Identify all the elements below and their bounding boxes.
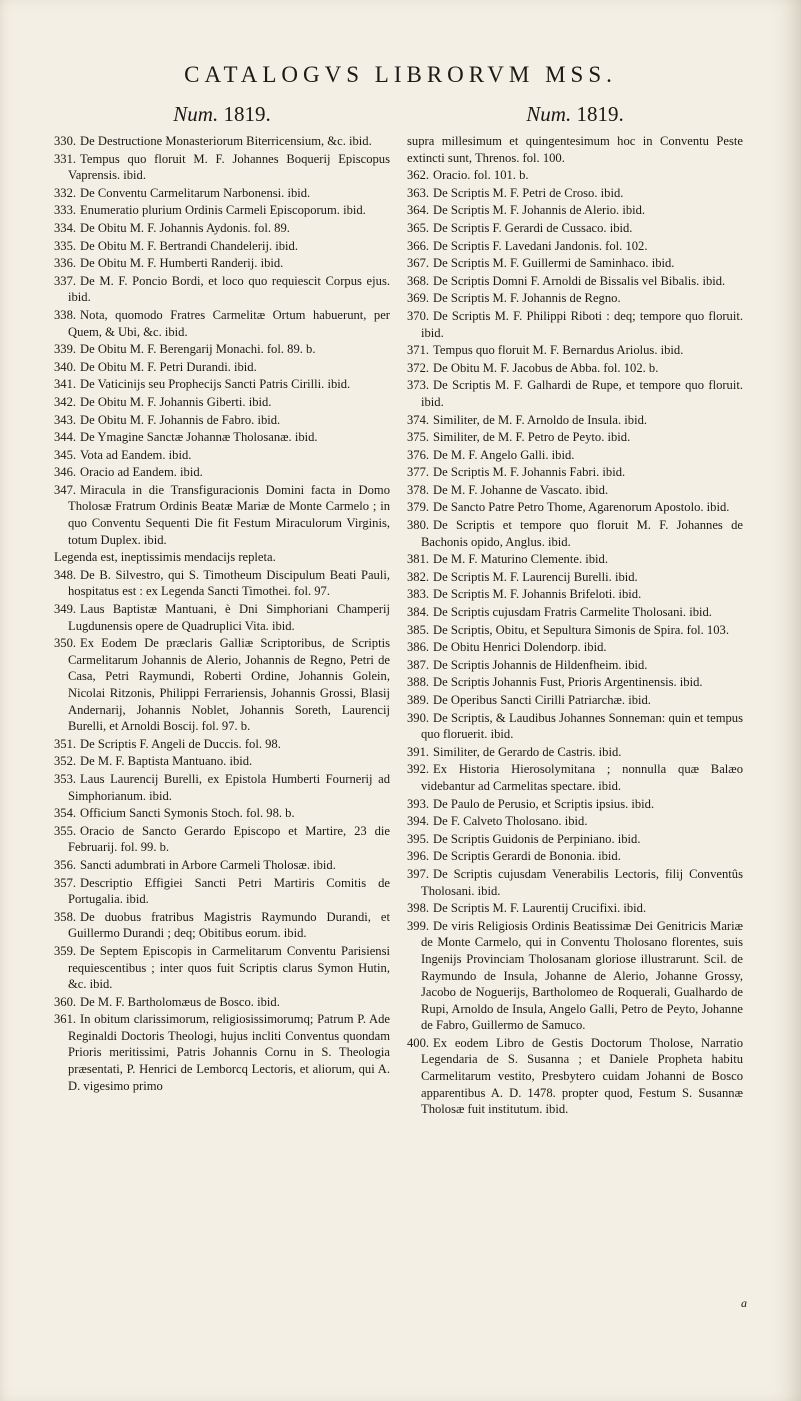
catalog-entry: [407, 622, 743, 639]
catalog-entry: [54, 273, 390, 306]
entry-number: 389.: [407, 693, 430, 707]
catalog-entry: [407, 586, 743, 603]
entry-number: 380.: [407, 518, 430, 533]
entry-number: 344.: [54, 430, 77, 445]
entry-text: De Scriptis M. F. Guillermi de Saminhaco. ibid.: [433, 256, 675, 271]
entry-number: 369.: [407, 291, 430, 306]
entry-number: 383.: [407, 587, 430, 602]
entry-text: De Obitu M. F. Johannis Aydonis. fol. 89.: [80, 220, 290, 235]
entry-number: 381.: [407, 552, 430, 567]
catalog-entry: [407, 848, 743, 865]
entry-number: 343.: [54, 412, 77, 427]
entry-number: 359.: [54, 943, 77, 958]
catalog-entry: [54, 909, 390, 942]
entry-text: Oracio ad Eandem. ibid.: [80, 465, 203, 480]
entry-number: 400.: [407, 1035, 430, 1050]
catalog-entry: [54, 394, 390, 411]
catalog-entry: [407, 866, 743, 899]
catalog-entry: [54, 1011, 390, 1094]
entry-text: Sancti adumbrati in Arbore Carmeli Tholosæ. ibid.: [80, 857, 336, 872]
catalog-entry: [407, 517, 743, 550]
entry-number: 347.: [54, 482, 77, 497]
catalog-entry: [407, 238, 743, 255]
entry-text: De Scriptis M. F. Johannis de Regno.: [433, 291, 621, 306]
catalog-entry: [54, 341, 390, 358]
catalog-entry: [407, 464, 743, 481]
catalog-entry: [54, 753, 390, 770]
catalog-entry: [54, 220, 390, 237]
entry-number: 374.: [407, 412, 430, 427]
entry-text: De Ymagine Sanctæ Johannæ Tholosanæ. ibid.: [80, 430, 318, 445]
catalog-entry: [54, 255, 390, 272]
catalog-entry: [54, 857, 390, 874]
entry-number: 341.: [54, 377, 77, 392]
entry-number: 393.: [407, 796, 430, 811]
catalog-entry: [54, 994, 390, 1011]
entry-text: De Paulo de Perusio, et Scriptis ipsius. ibid.: [433, 796, 655, 811]
entry-text: De Obitu M. F. Johannis de Fabro. ibid.: [80, 412, 281, 427]
entry-text: De Scriptis cujusdam Fratris Carmelite Tholosani. ibid.: [433, 605, 712, 620]
entry-number: 391.: [407, 744, 430, 759]
entry-number: 353.: [54, 771, 77, 786]
right-column-heading: [407, 102, 743, 127]
catalog-entry: [54, 307, 390, 340]
entry-number: 379.: [407, 500, 430, 515]
catalog-entry: [54, 464, 390, 481]
catalog-entry: [407, 290, 743, 307]
entry-text: De Scriptis et tempore quo floruit M. F. Johannes de Bachonis opido, Anglus. ibid.: [421, 518, 743, 549]
entry-text: De Scriptis M. F. Johannis Fabri. ibid.: [433, 465, 626, 480]
catalog-entry: [54, 635, 390, 735]
entry-text: De F. Calveto Tholosano. ibid.: [433, 814, 588, 829]
catalog-entry: [54, 736, 390, 753]
catalog-entry: [407, 569, 743, 586]
entry-text: De viris Religiosis Ordinis Beatissimæ Dei Genitricis Mariæ de Monte Carmelo, qui in Conventu Tholosano florentes, suis Ingenijs Provinciam Tholosanam gloriose illustrarunt. Scil. de Raymundo de Insula, Johanne de Alerio, Johanne Grossy, Jacobo de Noguerijs, Bartholomeo de Roquerali, Gualhardo de Rupi, Arnoldo de Insula, Angelo Galli, Petro de Peyto, Johanne de Fabro, Guillermo de Samuco.: [421, 918, 743, 1033]
entry-text: Ex Eodem De præclaris Galliæ Scriptoribus, de Scriptis Carmelitarum Johannis de Alerio, Johannis de Regno, Petri de Casa, Petri Raymundi, Roberti Ordine, Johannis Golein, Nicolai Ritzonis, Philippi Ferrariensis, Johannis Grossi, Blasij Andernarij, Johannis Noblet, Johannis Soreth, Laurencij Burelli, et Arnoldi Boscij. fol. 97. b.: [68, 636, 390, 734]
catalog-entry: [407, 551, 743, 568]
entry-text: Similiter, de M. F. Petro de Peyto. ibid.: [433, 430, 631, 445]
entry-number: 366.: [407, 238, 430, 253]
entry-number: 361.: [54, 1012, 77, 1027]
catalog-entry: [54, 133, 390, 150]
catalog-entry: [407, 639, 743, 656]
entry-number: 335.: [54, 238, 77, 253]
catalog-entry: [54, 805, 390, 822]
entry-text: De Obitu M. F. Petri Durandi. ibid.: [80, 359, 257, 374]
entry-number: 387.: [407, 657, 430, 672]
catalog-entry: [407, 796, 743, 813]
entry-number: 351.: [54, 736, 77, 751]
catalog-entry: [407, 202, 743, 219]
entry-text: De Scriptis F. Angeli de Duccis. fol. 98.: [80, 736, 281, 751]
entry-text: De Sancto Patre Petro Thome, Agarenorum Apostolo. ibid.: [433, 500, 730, 515]
left-column: [54, 102, 390, 1095]
entry-number: 382.: [407, 569, 430, 584]
entry-text: Oracio de Sancto Gerardo Episcopo et Martire, 23 die Februarij. fol. 99. b.: [68, 823, 390, 855]
signature-mark: a: [741, 1296, 747, 1310]
entry-text: Laus Laurencij Burelli, ex Epistola Humberti Fournerij ad Simphorianum. ibid.: [68, 771, 390, 803]
entry-text: De B. Silvestro, qui S. Timotheum Discipulum Beati Pauli, hospitatus est : ex Legenda Sancti Timothei. fol. 97.: [68, 567, 390, 599]
entry-number: 342.: [54, 394, 77, 409]
entry-text: De Vaticinijs seu Prophecijs Sancti Patris Cirilli. ibid.: [80, 377, 351, 392]
entry-number: 354.: [54, 806, 77, 821]
entry-number: 364.: [407, 203, 430, 218]
catalog-entry: [407, 1035, 743, 1118]
catalog-entry: [407, 761, 743, 794]
entry-number: 352.: [54, 754, 77, 769]
catalog-entry: [54, 151, 390, 184]
left-entry-list: [54, 133, 390, 1094]
entry-text: De Scriptis F. Gerardi de Cussaco. ibid.: [433, 220, 633, 235]
entry-number: 386.: [407, 640, 430, 655]
entry-number: 394.: [407, 814, 430, 829]
entry-number: 356.: [54, 857, 77, 872]
entry-text: De duobus fratribus Magistris Raymundo Durandi, et Guillermo Durandi ; deq; Obitibus eorum. ibid.: [68, 909, 390, 941]
entry-number: 396.: [407, 849, 430, 864]
catalog-entry: [54, 202, 390, 219]
entry-number: 363.: [407, 185, 430, 200]
catalog-entry: [54, 359, 390, 376]
entry-text: De Scriptis Gerardi de Bononia. ibid.: [433, 849, 621, 864]
catalog-entry: [407, 710, 743, 743]
catalog-entry: [407, 185, 743, 202]
catalog-entry: [407, 604, 743, 621]
entry-text: Ex eodem Libro de Gestis Doctorum Tholose, Narratio Legendaria de S. Susanna ; et Daniele Propheta habitu Carmelitarum vestito, Presbytero cuidam Johanni de Bosco apparentibus A. D. 1478. propter quod, Festum S. Susannæ Tholosæ fuit institutum. ibid.: [421, 1035, 743, 1117]
catalog-entry: [407, 308, 743, 341]
entry-number: 384.: [407, 605, 430, 620]
entry-text: Miracula in die Transfiguracionis Domini facta in Domo Tholosæ Fratrum Ordinis Beatæ Mariæ de Monte Carmelo ; in quo Conventu Sequenti Die fit Festum Miraculorum Virginis, totum Duplex. ibid.: [68, 482, 390, 547]
entry-number: 385.: [407, 622, 430, 637]
entry-number: 376.: [407, 447, 430, 462]
entry-text: De Conventu Carmelitarum Narbonensi. ibid.: [80, 185, 311, 200]
right-entry-list: [407, 167, 743, 1118]
entry-number: 331.: [54, 151, 77, 166]
entry-text: Officium Sancti Symonis Stoch. fol. 98. b.: [80, 806, 295, 821]
catalog-entry: [54, 875, 390, 908]
entry-text: De Obitu M. F. Johannis Giberti. ibid.: [80, 394, 272, 409]
entry-number: 345.: [54, 447, 77, 462]
entry-number: 377.: [407, 465, 430, 480]
entry-number: 378.: [407, 482, 430, 497]
entry-number: 338.: [54, 307, 77, 322]
catalog-entry: [54, 567, 390, 600]
entry-text: De Scriptis Johannis de Hildenfheim. ibid.: [433, 657, 648, 672]
catalog-entry: [407, 255, 743, 272]
entry-number: 330.: [54, 134, 77, 148]
entry-text: De M. F. Maturino Clemente. ibid.: [433, 552, 608, 567]
entry-number: 365.: [407, 220, 430, 235]
catalog-entry: [54, 185, 390, 202]
entry-number: 371.: [407, 343, 430, 358]
entry-number: 375.: [407, 430, 430, 445]
entry-number: 333.: [54, 203, 77, 218]
entry-number: 337.: [54, 273, 77, 288]
entry-number: 397.: [407, 866, 430, 881]
catalog-entry: [54, 482, 390, 548]
entry-number: 370.: [407, 308, 430, 323]
entry-text: In obitum clarissimorum, religiosissimorumq; Patrum P. Ade Reginaldi Doctoris Theologi, hujus incliti Conventus quondam Prioris meritissimi, Patris Johannis Cornu in S. Theologia præsentati, P. Henrici de Lemborcq Lectoris, et aliorum, qui A. D. vigesimo primo: [68, 1012, 390, 1093]
entry-text: De Scriptis M. F. Philippi Riboti : deq; tempore quo floruit. ibid.: [421, 308, 743, 340]
entry-text: Similiter, de M. F. Arnoldo de Insula. ibid.: [433, 412, 648, 427]
catalog-entry: [54, 823, 390, 856]
entry-text: Descriptio Effigiei Sancti Petri Martiris Comitis de Portugalia. ibid.: [68, 875, 390, 907]
entry-text: Ex Historia Hierosolymitana ; nonnulla quæ Balæo videbantur ad Carmelitas spectare. ibid.: [421, 762, 743, 793]
entry-number: 399.: [407, 918, 430, 933]
entry-text: De Obitu M. F. Berengarij Monachi. fol. 89. b.: [80, 342, 316, 357]
entry-text: Laus Baptistæ Mantuani, è Dni Simphoriani Champerij Lugdunensis opere de Quadruplici Vita. ibid.: [68, 602, 390, 633]
entry-text: De Scriptis M. F. Johannis Brifeloti. ibid.: [433, 587, 642, 602]
entry-text: Nota, quomodo Fratres Carmelitæ Ortum habuerunt, per Quem, & Ubi, &c. ibid.: [68, 307, 390, 339]
entry-number: 346.: [54, 465, 77, 480]
entry-text: De Scriptis cujusdam Venerabilis Lectoris, filij Conventûs Tholosani. ibid.: [421, 866, 743, 898]
catalog-entry: [407, 342, 743, 359]
entry-text: De M. F. Poncio Bordi, et loco quo requiescit Corpus ejus. ibid.: [68, 273, 390, 305]
catalog-entry: [407, 499, 743, 516]
catalog-entry: [407, 813, 743, 830]
entry-number: 373.: [407, 378, 430, 393]
catalog-entry: [407, 482, 743, 499]
right-column: [407, 102, 743, 1119]
entry-number: 332.: [54, 185, 77, 200]
entry-text: De Scriptis M. F. Galhardi de Rupe, et tempore quo floruit. ibid.: [421, 378, 743, 409]
entry-text: Tempus quo floruit M. F. Johannes Boquerij Episcopus Vaprensis. ibid.: [68, 151, 390, 183]
right-heading-year: 1819.: [576, 102, 624, 126]
entry-number: 362.: [407, 168, 430, 183]
entry-text: De M. F. Johanne de Vascato. ibid.: [433, 482, 609, 497]
entry-text: De Obitu Henrici Dolendorp. ibid.: [433, 640, 607, 655]
entry-text: Vota ad Eandem. ibid.: [80, 447, 192, 462]
catalog-entry: [407, 918, 743, 1034]
right-continuation-text: supra millesimum et quingentesimum hoc in Conventu Peste extincti sunt, Threnos. fol. 100.: [407, 134, 743, 165]
entry-text: De M. F. Angelo Galli. ibid.: [433, 447, 575, 462]
entry-number: 336.: [54, 256, 77, 271]
entry-number: 340.: [54, 359, 77, 374]
entry-text: De Scriptis Domni F. Arnoldi de Bissalis vel Bibalis. ibid.: [433, 273, 726, 288]
entry-text: De M. F. Baptista Mantuano. ibid.: [80, 754, 253, 769]
catalog-entry: [54, 238, 390, 255]
entry-number: 368.: [407, 273, 430, 288]
entry-number: 357.: [54, 875, 77, 890]
right-heading-num: Num.: [526, 102, 572, 126]
entry-text: De Destructione Monasteriorum Biterricensium, &c. ibid.: [80, 134, 372, 148]
entry-number: 350.: [54, 636, 77, 651]
catalog-entry: [54, 412, 390, 429]
catalog-entry: [54, 943, 390, 993]
entry-text: De Septem Episcopis in Carmelitarum Conventu Parisiensi requiescentibus ; inter quos fuit Scriptis clarus Symon Hutin, &c. ibid.: [68, 943, 390, 992]
entry-number: 339.: [54, 342, 77, 357]
catalog-entry: [407, 377, 743, 410]
catalog-entry: [54, 601, 390, 634]
entry-text: Similiter, de Gerardo de Castris. ibid.: [433, 744, 622, 759]
entry-text: De M. F. Bartholomæus de Bosco. ibid.: [80, 994, 280, 1009]
entry-text: Tempus quo floruit M. F. Bernardus Ariolus. ibid.: [433, 343, 684, 358]
entry-text: Enumeratio plurium Ordinis Carmeli Episcoporum. ibid.: [80, 203, 366, 218]
running-head: CATALOGVS LIBRORVM MSS.: [184, 62, 617, 87]
entry-number: 367.: [407, 256, 430, 271]
entry-number: 388.: [407, 675, 430, 690]
entry-number: 398.: [407, 901, 430, 916]
catalog-entry: [407, 674, 743, 691]
entry-number: 395.: [407, 831, 430, 846]
catalog-entry: [407, 657, 743, 674]
entry-text: De Scriptis M. F. Petri de Croso. ibid.: [433, 185, 624, 200]
entry-text: De Obitu M. F. Humberti Randerij. ibid.: [80, 256, 284, 271]
left-column-heading: [54, 102, 390, 127]
entry-text: De Operibus Sancti Cirilli Patriarchæ. ibid.: [433, 693, 651, 707]
catalog-entry: [407, 220, 743, 237]
entry-number: 349.: [54, 602, 77, 617]
entry-text: Oracio. fol. 101. b.: [433, 168, 529, 183]
catalog-entry: [54, 376, 390, 393]
entry-number: 355.: [54, 823, 77, 838]
entry-text: De Obitu M. F. Bertrandi Chandelerij. ibid.: [80, 238, 298, 253]
catalog-entry: [407, 831, 743, 848]
entry-text: De Scriptis, Obitu, et Sepultura Simonis de Spira. fol. 103.: [433, 622, 729, 637]
catalog-entry: [407, 447, 743, 464]
entry-text: De Obitu M. F. Jacobus de Abba. fol. 102. b.: [433, 360, 659, 375]
entry-number: 390.: [407, 710, 430, 725]
catalog-entry: [54, 447, 390, 464]
catalog-entry: [407, 273, 743, 290]
entry-number: 372.: [407, 360, 430, 375]
entry-number: 358.: [54, 909, 77, 924]
entry-text: De Scriptis M. F. Laurentij Crucifixi. ibid.: [433, 901, 647, 916]
catalog-entry: [54, 771, 390, 804]
catalog-entry: [54, 429, 390, 446]
entry-text: De Scriptis Johannis Fust, Prioris Argentinensis. ibid.: [433, 675, 703, 690]
entry-number: 348.: [54, 567, 77, 582]
entry-text: De Scriptis M. F. Johannis de Alerio. ibid.: [433, 203, 646, 218]
entry-number: 334.: [54, 220, 77, 235]
entry-number: 392.: [407, 762, 430, 777]
entry-text: Legenda est, ineptissimis mendacijs repleta.: [54, 550, 276, 565]
catalog-entry: [407, 692, 743, 709]
entry-text: De Scriptis Guidonis de Perpiniano. ibid.: [433, 831, 641, 846]
left-heading-year: 1819.: [223, 102, 271, 126]
entry-number: 360.: [54, 994, 77, 1009]
catalog-entry: [407, 900, 743, 917]
catalog-entry: [407, 167, 743, 184]
entry-text: De Scriptis M. F. Laurencij Burelli. ibid.: [433, 569, 638, 584]
entry-text: De Scriptis, & Laudibus Johannes Sonneman: quin et tempus quo floruerit. ibid.: [421, 710, 743, 742]
left-heading-num: Num.: [173, 102, 219, 126]
entry-text: De Scriptis F. Lavedani Jandonis. fol. 102.: [433, 238, 648, 253]
catalog-entry: [407, 412, 743, 429]
catalog-entry: [407, 360, 743, 377]
catalog-entry: [407, 744, 743, 761]
catalog-entry: [407, 429, 743, 446]
catalog-entry: [54, 549, 390, 566]
